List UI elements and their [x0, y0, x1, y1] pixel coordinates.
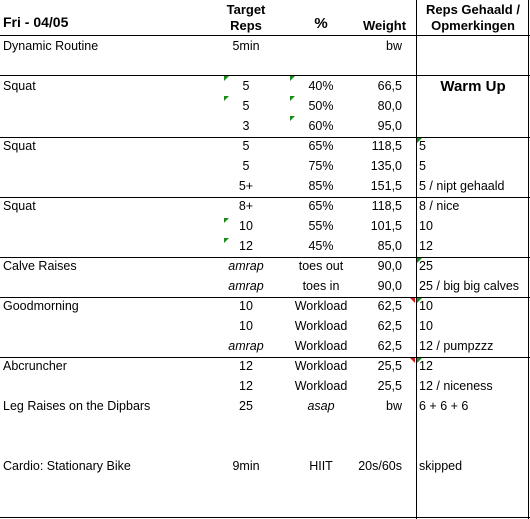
notes-cell[interactable]: 5 — [419, 159, 426, 173]
col-header-notes-line2: Opmerkingen — [431, 18, 515, 33]
notes-cell[interactable]: 12 — [419, 239, 433, 253]
exercise-cell[interactable] — [0, 236, 203, 256]
target-reps-cell[interactable] — [203, 416, 289, 436]
notes-cell[interactable]: 12 / pumpzzz — [419, 339, 494, 353]
target-reps-cell[interactable]: amrap — [228, 279, 264, 293]
exercise-cell[interactable] — [0, 56, 203, 76]
exercise-cell[interactable]: Cardio: Stationary Bike — [3, 459, 131, 473]
notes-cell[interactable]: 25 — [419, 259, 433, 273]
target-reps-cell[interactable]: 12 — [239, 359, 253, 373]
comment-marker[interactable] — [290, 96, 295, 101]
col-header-weight[interactable]: Weight — [362, 18, 407, 33]
col-header-target-reps[interactable] — [203, 2, 289, 34]
percent-cell[interactable]: 85% — [308, 179, 334, 193]
weight-cell[interactable]: 62,5 — [377, 299, 402, 313]
weight-cell[interactable]: 62,5 — [377, 319, 402, 333]
percent-cell[interactable] — [289, 436, 353, 456]
exercise-cell[interactable]: Calve Raises — [3, 259, 77, 273]
weight-cell[interactable] — [353, 416, 416, 436]
weight-cell[interactable]: 85,0 — [377, 239, 402, 253]
target-reps-cell[interactable] — [203, 436, 289, 456]
target-reps-cell[interactable]: 10 — [239, 219, 253, 233]
target-reps-cell[interactable]: 9min — [232, 459, 260, 473]
percent-cell[interactable]: HIIT — [309, 459, 333, 473]
comment-marker[interactable] — [417, 138, 422, 143]
percent-cell[interactable]: 75% — [308, 159, 334, 173]
target-reps-cell[interactable]: 25 — [239, 399, 253, 413]
grid-line — [0, 357, 530, 358]
grid-line — [0, 297, 530, 298]
exercise-cell[interactable]: Squat — [3, 139, 36, 153]
grid-line — [0, 137, 530, 138]
target-reps-cell[interactable]: 5+ — [238, 179, 254, 193]
comment-marker[interactable] — [224, 96, 229, 101]
comment-marker[interactable] — [290, 116, 295, 121]
target-reps-cell[interactable]: 5 — [242, 79, 250, 93]
target-reps-cell[interactable]: 5 — [242, 99, 250, 113]
weight-cell[interactable]: 66,5 — [377, 79, 402, 93]
weight-cell[interactable]: 118,5 — [371, 199, 402, 213]
target-reps-cell[interactable]: 5 — [242, 139, 250, 153]
percent-cell[interactable]: toes out — [298, 259, 344, 273]
grid-line — [0, 517, 530, 518]
percent-cell[interactable]: 45% — [308, 239, 334, 253]
weight-cell[interactable]: 80,0 — [377, 99, 402, 113]
percent-cell[interactable]: 40% — [308, 79, 334, 93]
exercise-cell[interactable] — [0, 436, 203, 456]
grid-line — [0, 257, 530, 258]
percent-cell[interactable]: toes in — [302, 279, 340, 293]
weight-cell[interactable]: 135,0 — [370, 159, 402, 173]
exercise-cell[interactable] — [0, 216, 203, 236]
col-header-notes-line1: Reps Gehaald / — [426, 2, 520, 17]
weight-cell[interactable]: 95,0 — [377, 119, 402, 133]
col-header-notes[interactable] — [416, 2, 530, 34]
percent-cell[interactable]: Workload — [294, 359, 348, 373]
exercise-cell[interactable]: Leg Raises on the Dipbars — [3, 399, 151, 413]
exercise-cell[interactable]: Dynamic Routine — [3, 39, 99, 53]
grid-line — [528, 0, 529, 519]
weight-cell[interactable] — [353, 56, 416, 76]
weight-cell[interactable]: 25,5 — [377, 359, 402, 373]
exercise-cell[interactable]: Abcruncher — [3, 359, 67, 373]
weight-cell[interactable]: bw — [386, 399, 402, 413]
comment-marker[interactable] — [224, 238, 229, 243]
comment-marker[interactable] — [417, 358, 422, 363]
percent-cell[interactable]: 65% — [308, 139, 334, 153]
target-reps-cell[interactable]: 12 — [239, 239, 253, 253]
exercise-cell[interactable] — [0, 276, 203, 296]
weight-cell[interactable]: 118,5 — [371, 139, 402, 153]
notes-cell[interactable]: 6 + 6 + 6 — [419, 399, 469, 413]
weight-cell[interactable]: 101,5 — [370, 219, 402, 233]
weight-cell[interactable]: 62,5 — [377, 339, 402, 353]
grid-line — [0, 75, 530, 76]
exercise-cell[interactable]: Squat — [3, 199, 36, 213]
grid-line — [0, 35, 530, 36]
col-header-target-line1: Target — [226, 2, 266, 17]
notes-cell[interactable] — [416, 416, 530, 436]
percent-cell[interactable]: Workload — [294, 379, 348, 393]
target-reps-cell[interactable]: 10 — [239, 319, 253, 333]
percent-cell[interactable]: Workload — [294, 339, 348, 353]
exercise-cell[interactable] — [0, 376, 203, 396]
comment-marker-red[interactable] — [410, 298, 415, 303]
weight-cell[interactable]: 20s/60s — [358, 459, 402, 473]
col-header-percent[interactable]: % — [314, 15, 328, 32]
comment-marker-red[interactable] — [410, 358, 415, 363]
exercise-cell[interactable] — [0, 116, 203, 136]
grid-line — [0, 197, 530, 198]
percent-cell[interactable] — [289, 56, 353, 76]
exercise-cell[interactable]: Goodmorning — [3, 299, 79, 313]
percent-cell[interactable]: 55% — [308, 219, 334, 233]
target-reps-cell[interactable]: 5 — [242, 159, 250, 173]
sheet-title[interactable]: Fri - 04/05 — [3, 14, 69, 30]
target-reps-cell[interactable]: 3 — [242, 119, 250, 133]
percent-cell[interactable] — [289, 36, 353, 56]
exercise-cell[interactable] — [0, 336, 203, 356]
exercise-cell[interactable] — [0, 176, 203, 196]
notes-cell[interactable] — [416, 436, 530, 456]
notes-cell[interactable]: 10 — [419, 319, 433, 333]
notes-cell[interactable]: 10 — [419, 219, 433, 233]
target-reps-cell[interactable]: 12 — [239, 379, 253, 393]
percent-cell[interactable]: asap — [307, 399, 335, 413]
notes-cell[interactable]: 5 — [419, 139, 426, 153]
comment-marker[interactable] — [224, 76, 229, 81]
weight-cell[interactable] — [353, 436, 416, 456]
exercise-cell[interactable] — [0, 316, 203, 336]
notes-cell[interactable]: 25 / big big calves — [419, 279, 520, 293]
notes-cell[interactable]: 10 — [419, 299, 433, 313]
weight-cell[interactable]: 90,0 — [377, 279, 402, 293]
comment-marker[interactable] — [224, 218, 229, 223]
notes-cell[interactable]: 12 / niceness — [419, 379, 493, 393]
weight-cell[interactable]: bw — [386, 39, 402, 53]
percent-cell[interactable] — [289, 416, 353, 436]
col-header-target-line2: Reps — [230, 18, 262, 33]
comment-marker[interactable] — [417, 298, 422, 303]
percent-cell[interactable]: 50% — [308, 99, 334, 113]
notes-cell[interactable] — [416, 56, 530, 76]
exercise-cell[interactable]: Squat — [3, 79, 36, 93]
target-reps-cell[interactable]: amrap — [228, 339, 264, 353]
weight-cell[interactable]: 25,5 — [377, 379, 402, 393]
notes-cell[interactable]: 5 / nipt gehaald — [419, 179, 505, 193]
exercise-cell[interactable] — [0, 416, 203, 436]
notes-cell[interactable] — [416, 36, 530, 56]
exercise-cell[interactable] — [0, 96, 203, 116]
percent-cell[interactable]: Workload — [294, 299, 348, 313]
percent-cell[interactable]: Workload — [294, 319, 348, 333]
target-reps-cell[interactable]: 5min — [232, 39, 260, 53]
weight-cell[interactable]: 90,0 — [377, 259, 402, 273]
percent-cell[interactable]: 60% — [308, 119, 334, 133]
warm-up-label[interactable]: Warm Up — [440, 78, 506, 95]
comment-marker[interactable] — [417, 258, 422, 263]
percent-cell[interactable]: 65% — [308, 199, 334, 213]
notes-cell[interactable]: 8 / nice — [419, 199, 460, 213]
comment-marker[interactable] — [290, 76, 295, 81]
target-reps-cell[interactable]: amrap — [228, 259, 264, 273]
notes-cell[interactable]: skipped — [419, 459, 463, 473]
notes-cell[interactable]: 12 — [419, 359, 433, 373]
weight-cell[interactable]: 151,5 — [370, 179, 402, 193]
target-reps-cell[interactable]: 8+ — [238, 199, 254, 213]
target-reps-cell[interactable]: 10 — [239, 299, 253, 313]
target-reps-cell[interactable] — [203, 56, 289, 76]
exercise-cell[interactable] — [0, 156, 203, 176]
